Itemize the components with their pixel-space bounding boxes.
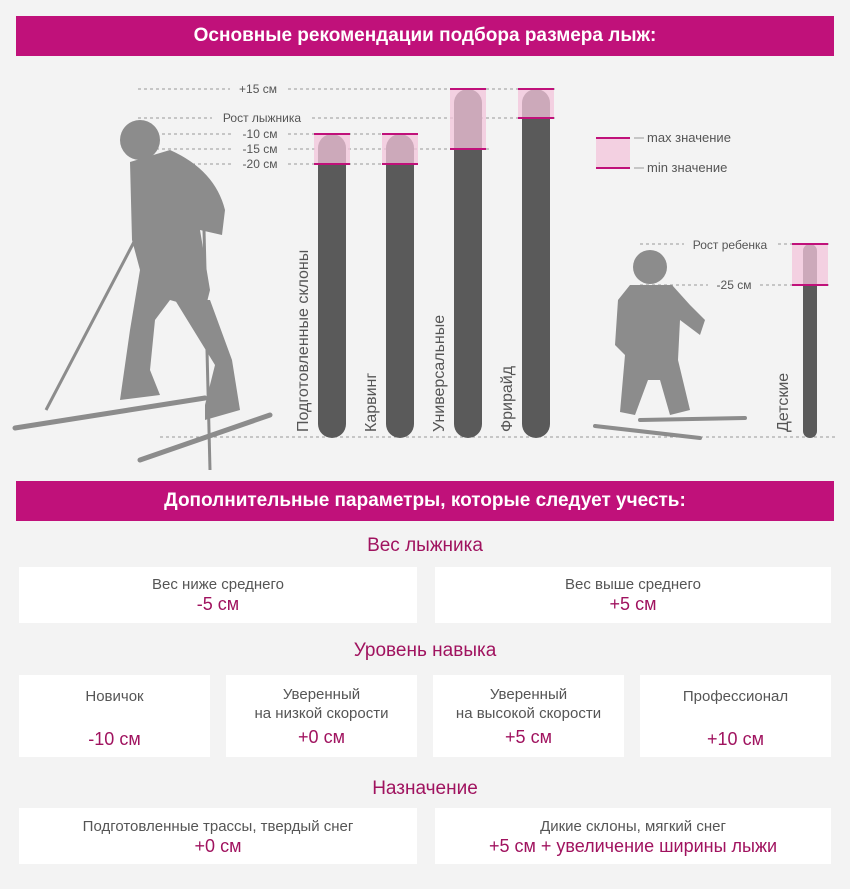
- card-line2: [19, 706, 210, 725]
- card-label: Подготовленные трассы, твердый снег: [82, 818, 354, 835]
- mark-plus15: +15 см: [239, 82, 277, 96]
- ski-label-freeride: Фрирайд: [499, 365, 516, 432]
- card-value: +10 см: [707, 729, 764, 749]
- ski-size-diagram: [0, 56, 850, 476]
- card-line1: Новичок: [85, 688, 144, 705]
- card-label: Вес ниже среднего: [152, 576, 284, 593]
- main-title-banner: [16, 16, 834, 56]
- ski-label-groomed: Подготовленные склоны: [295, 249, 312, 432]
- ski-groomed: [318, 134, 346, 438]
- mark-minus20: -20 см: [242, 157, 278, 171]
- card-value: -5 см: [196, 594, 240, 614]
- legend: [596, 130, 731, 175]
- card-line1: Уверенный: [282, 686, 361, 703]
- card-value: +0 см: [194, 836, 242, 856]
- card-line2: [640, 706, 831, 725]
- mark-minus15: -15 см: [242, 142, 278, 156]
- skill-card-confident-low: [226, 675, 417, 757]
- weight-card-above: [435, 567, 831, 623]
- ski-label-carving: Карвинг: [363, 372, 380, 432]
- weight-title: Вес лыжника: [367, 535, 483, 556]
- skill-card-confident-high: [433, 675, 624, 757]
- mark-skier-height: Рост лыжника: [222, 111, 302, 125]
- card-line2: на низкой скорости: [254, 705, 389, 722]
- card-line1: Уверенный: [489, 686, 568, 703]
- card-line1: Профессионал: [682, 688, 789, 705]
- skill-card-professional: [640, 675, 831, 757]
- main-title: Основные рекомендации подбора размера лыж:: [193, 25, 657, 46]
- card-line2: на высокой скорости: [455, 705, 602, 722]
- skill-title: Уровень навыка: [353, 640, 497, 661]
- purpose-card-groomed: [19, 808, 417, 864]
- mark-minus25: -25 см: [716, 278, 752, 292]
- purpose-card-offpiste: [435, 808, 831, 864]
- card-value: -10 см: [88, 729, 141, 749]
- mark-child-height: Рост ребенка: [692, 238, 768, 252]
- params-title: Дополнительные параметры, которые следует учесть:: [164, 490, 686, 511]
- card-value: +5 см: [609, 594, 657, 614]
- mark-minus10: -10 см: [242, 127, 278, 141]
- purpose-title: Назначение: [372, 778, 478, 799]
- legend-min: min значение: [647, 160, 728, 175]
- ski-freeride: [522, 89, 550, 438]
- adult-skier-silhouette: [15, 120, 270, 470]
- params-title-banner: [16, 481, 834, 521]
- weight-card-below: [19, 567, 417, 623]
- card-value: +0 см: [298, 727, 345, 747]
- legend-max: max значение: [647, 130, 731, 145]
- ski-label-allmountain: Универсальные: [431, 314, 448, 432]
- card-value: +5 см: [505, 727, 552, 747]
- card-value: +5 см + увеличение ширины лыжи: [488, 836, 778, 856]
- skill-card-beginner: [19, 675, 210, 757]
- card-label: Дикие склоны, мягкий снег: [540, 818, 726, 835]
- ski-carving: [386, 134, 414, 438]
- card-label: Вес выше среднего: [564, 576, 702, 593]
- ski-label-kids: Детские: [775, 372, 792, 432]
